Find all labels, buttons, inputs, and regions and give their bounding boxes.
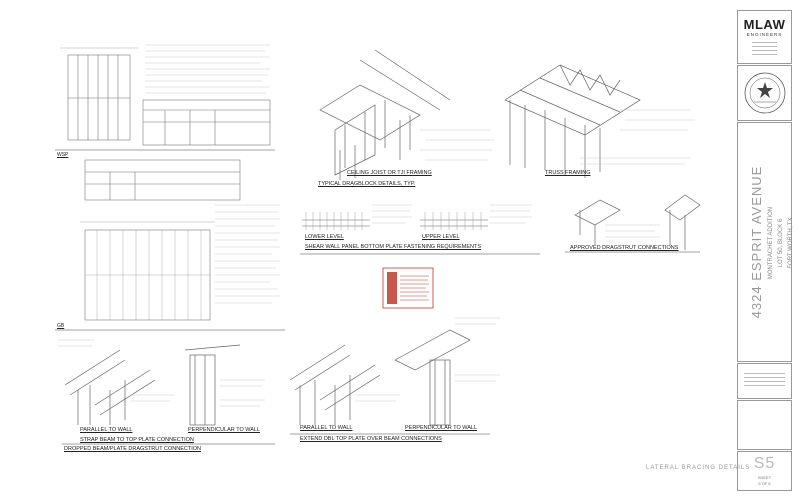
upper-level-label: UPPER LEVEL bbox=[422, 234, 460, 240]
firm-logo-box bbox=[737, 10, 792, 64]
extend-plate-label: EXTEND DBL TOP PLATE OVER BEAM CONNECTIONS bbox=[300, 436, 442, 442]
sheet-label: SHEET bbox=[757, 475, 772, 480]
perpendicular-label-2: PERPENDICULAR TO WALL bbox=[405, 425, 478, 431]
gb-label: GB bbox=[57, 323, 65, 329]
project-info-box bbox=[737, 122, 792, 362]
revision-box bbox=[737, 363, 792, 399]
engineer-seal-icon bbox=[738, 66, 791, 120]
project-city: FORT WORTH, TX bbox=[788, 217, 794, 269]
sheet-number-box bbox=[737, 451, 792, 491]
wsp-label: WSP bbox=[57, 152, 69, 158]
title-block bbox=[737, 10, 793, 492]
blank-box bbox=[737, 400, 792, 450]
extend-plate-detail bbox=[290, 330, 470, 425]
strap-beam-detail bbox=[65, 345, 240, 425]
dropped-beam-label: DROPPED BEAM/PLATE DRAGSTRUT CONNECTION bbox=[64, 446, 202, 452]
parallel-label-1: PARALLEL TO WALL bbox=[80, 427, 133, 433]
perpendicular-label-1: PERPENDICULAR TO WALL bbox=[188, 427, 261, 433]
sheet-number: S5 bbox=[753, 455, 776, 472]
truss-framing-detail bbox=[505, 65, 640, 178]
shear-wall-label: SHEAR WALL PANEL BOTTOM PLATE FASTENING REQUIREMENTS bbox=[305, 244, 482, 250]
firm-name: MLAW bbox=[743, 17, 786, 32]
red-label-card bbox=[383, 268, 433, 308]
truss-framing-label: TRUSS FRAMING bbox=[545, 170, 591, 176]
ceiling-joist-label: CEILING JOIST OR TJI FRAMING bbox=[347, 170, 432, 176]
seal-box bbox=[737, 65, 792, 121]
project-address: 4324 ESPRIT AVENUE bbox=[749, 165, 764, 319]
wsp-panel bbox=[68, 55, 130, 140]
sheet-title: LATERAL BRACING DETAILS bbox=[646, 465, 751, 471]
approved-dragstrut-label: APPROVED DRAGSTRUT CONNECTIONS bbox=[570, 245, 679, 251]
firm-sub: ENGINEERS bbox=[746, 32, 783, 37]
firm-address-lines bbox=[752, 39, 777, 59]
project-subdivision: MONTRACHET ADDITION bbox=[768, 206, 774, 280]
strap-beam-label: STRAP BEAM TO TOP PLATE CONNECTION bbox=[80, 437, 194, 443]
dragblock-label: TYPICAL DRAGBLOCK DETAILS, TYP. bbox=[318, 181, 416, 187]
lower-level-label: LOWER LEVEL bbox=[305, 234, 344, 240]
project-lot-block: LOT 50, BLOCK 6 bbox=[778, 218, 784, 268]
parallel-label-2: PARALLEL TO WALL bbox=[300, 425, 353, 431]
dragstrut-detail bbox=[575, 195, 700, 250]
sheet-count: 5 OF 6 bbox=[758, 481, 771, 486]
ceiling-joist-detail bbox=[320, 50, 450, 180]
